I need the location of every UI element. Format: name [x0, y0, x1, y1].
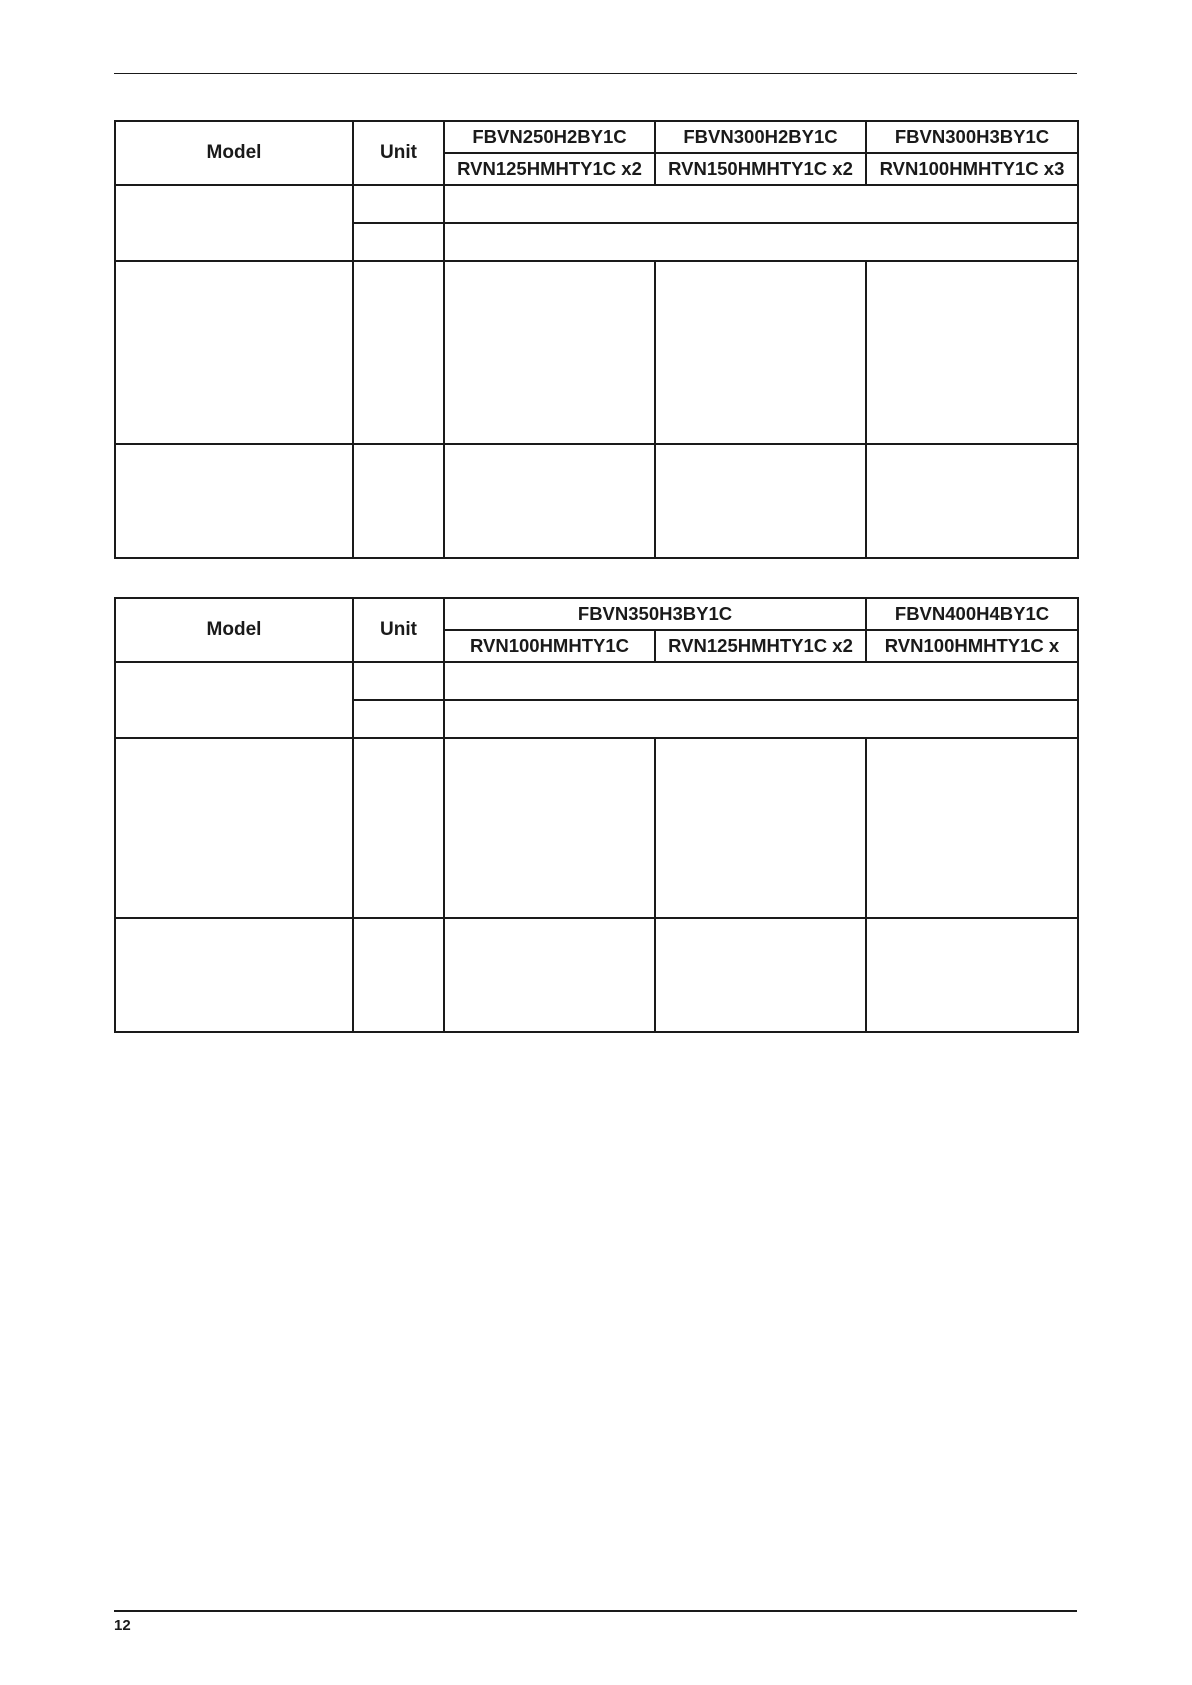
- value-cell: [866, 444, 1078, 558]
- outdoor-unit-header: RVN100HMHTY1C x3: [866, 153, 1078, 185]
- outdoor-unit-header: RVN100HMHTY1C: [444, 630, 655, 662]
- system-model-header: FBVN400H4BY1C: [866, 598, 1078, 630]
- value-cell: [866, 918, 1078, 1032]
- value-cell: [655, 444, 866, 558]
- outdoor-unit-header: RVN125HMHTY1C x2: [444, 153, 655, 185]
- unit-cell: [353, 444, 444, 558]
- value-cell: [444, 738, 655, 918]
- value-cell: [655, 738, 866, 918]
- table-row: [115, 662, 1078, 700]
- table-row: [115, 598, 1078, 630]
- table-row: [115, 918, 1078, 1032]
- spec-label-cell: [115, 261, 353, 444]
- system-model-header: FBVN300H3BY1C: [866, 121, 1078, 153]
- system-model-header: FBVN300H2BY1C: [655, 121, 866, 153]
- unit-cell: [353, 261, 444, 444]
- unit-cell: [353, 185, 444, 223]
- spec-table-1: [114, 120, 1079, 559]
- model-header: Model: [115, 121, 353, 185]
- header-rule: [114, 73, 1077, 74]
- spec-label-cell: [115, 185, 353, 261]
- power-spec-cell: [444, 223, 1078, 261]
- unit-cell: [353, 662, 444, 700]
- page-number: 12: [114, 1617, 131, 1634]
- outdoor-unit-header: RVN100HMHTY1C x: [866, 630, 1078, 662]
- table-row: [115, 261, 1078, 444]
- value-cell: [655, 918, 866, 1032]
- table-row: [115, 185, 1078, 223]
- value-cell: [444, 918, 655, 1032]
- unit-header: Unit: [353, 598, 444, 662]
- unit-cell: [353, 738, 444, 918]
- spec-label-cell: [115, 738, 353, 918]
- value-cell: [444, 261, 655, 444]
- value-cell: [655, 261, 866, 444]
- table-row: [115, 121, 1078, 153]
- unit-cell: [353, 918, 444, 1032]
- value-cell: [866, 261, 1078, 444]
- unit-cell: [353, 700, 444, 738]
- table-row: [115, 738, 1078, 918]
- outdoor-unit-header: RVN150HMHTY1C x2: [655, 153, 866, 185]
- value-cell: [444, 444, 655, 558]
- power-spec-cell: [444, 700, 1078, 738]
- unit-header: Unit: [353, 121, 444, 185]
- spec-label-cell: [115, 918, 353, 1032]
- power-spec-cell: [444, 662, 1078, 700]
- spec-label-cell: [115, 444, 353, 558]
- system-model-header: FBVN350H3BY1C: [444, 598, 866, 630]
- system-model-header: FBVN250H2BY1C: [444, 121, 655, 153]
- spec-label-cell: [115, 662, 353, 738]
- outdoor-unit-header: RVN125HMHTY1C x2: [655, 630, 866, 662]
- value-cell: [866, 738, 1078, 918]
- unit-cell: [353, 223, 444, 261]
- model-header: Model: [115, 598, 353, 662]
- power-spec-cell: [444, 185, 1078, 223]
- footer-rule: [114, 1610, 1077, 1612]
- table-row: [115, 444, 1078, 558]
- spec-table-2: [114, 597, 1079, 1033]
